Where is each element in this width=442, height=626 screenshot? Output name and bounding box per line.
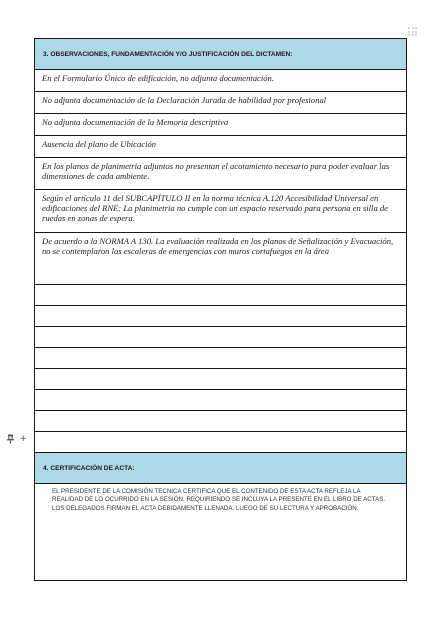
row-tools: [6, 433, 26, 445]
observation-item[interactable]: De acuerdo a la NORMA A 130. La evaluación realizada en los planos de Señalización y Evacuación, no se contemplaron las escaleras de emergencias con muros cortafuegos en la área: [35, 233, 407, 285]
empty-row[interactable]: [35, 285, 407, 306]
empty-row[interactable]: [35, 390, 407, 411]
empty-row[interactable]: [35, 327, 407, 348]
empty-row[interactable]: [35, 369, 407, 390]
observation-item[interactable]: Según el artículo 11 del SUBCAPÍTULO II en la norma técnica A.120 Accesibilidad Universal en edificaciones del RNE: La planimetria no cumple con un espacio reservado para persona en silla de ruedas en zonas de espera.: [35, 190, 407, 233]
dictamen-table: [34, 38, 407, 581]
section-3-header: 3. OBSERVACIONES, FUNDAMENTACIÓN Y/O JUSTIFICACIÓN DEL DICTAMEN:: [35, 39, 407, 70]
certification-text-cell[interactable]: [35, 484, 407, 581]
empty-row[interactable]: [35, 432, 407, 453]
observation-item[interactable]: En los planos de planimetria adjuntos no presentan el acotamiento necesario para poder evaluar las dimensiones de cada ambiente.: [35, 158, 407, 190]
table-drag-handle-icon[interactable]: [408, 27, 417, 36]
empty-row[interactable]: [35, 306, 407, 327]
section-4-header: 4. CERTIFICACIÓN DE ACTA:: [35, 453, 407, 484]
observation-item[interactable]: Ausencia del plano de Ubicación: [35, 136, 407, 158]
plus-icon[interactable]: +: [20, 433, 27, 445]
observation-item[interactable]: En el Formulario Único de edificación, no adjunta documentación.: [35, 70, 407, 92]
observation-item[interactable]: No adjunta documentación de la Memoria descriptiva: [35, 114, 407, 136]
empty-row[interactable]: [35, 348, 407, 369]
observation-item[interactable]: No adjunta documentación de la Declaración Jurada de habilidad por profesional: [35, 92, 407, 114]
pin-icon[interactable]: [6, 434, 15, 444]
certification-paragraph: EL PRESIDENTE DE LA COMISIÓN TECNICA CERTIFICA QUE EL CONTENIDO DE ESTA ACTA REFLEJA LA REALIDAD DE LO OCURRIDO EN LA SESIÓN, REQUIRIENDO SE INCLUYA LA PRESENTE EN EL LIBRO DE ACTAS.: [52, 488, 386, 504]
empty-row[interactable]: [35, 411, 407, 432]
certification-paragraph: LOS DELEGADOS FIRMAN EL ACTA DEBIDAMENTE LLENADA, LUEGO DE SU LECTURA Y APROBACIÓN.: [52, 504, 359, 512]
